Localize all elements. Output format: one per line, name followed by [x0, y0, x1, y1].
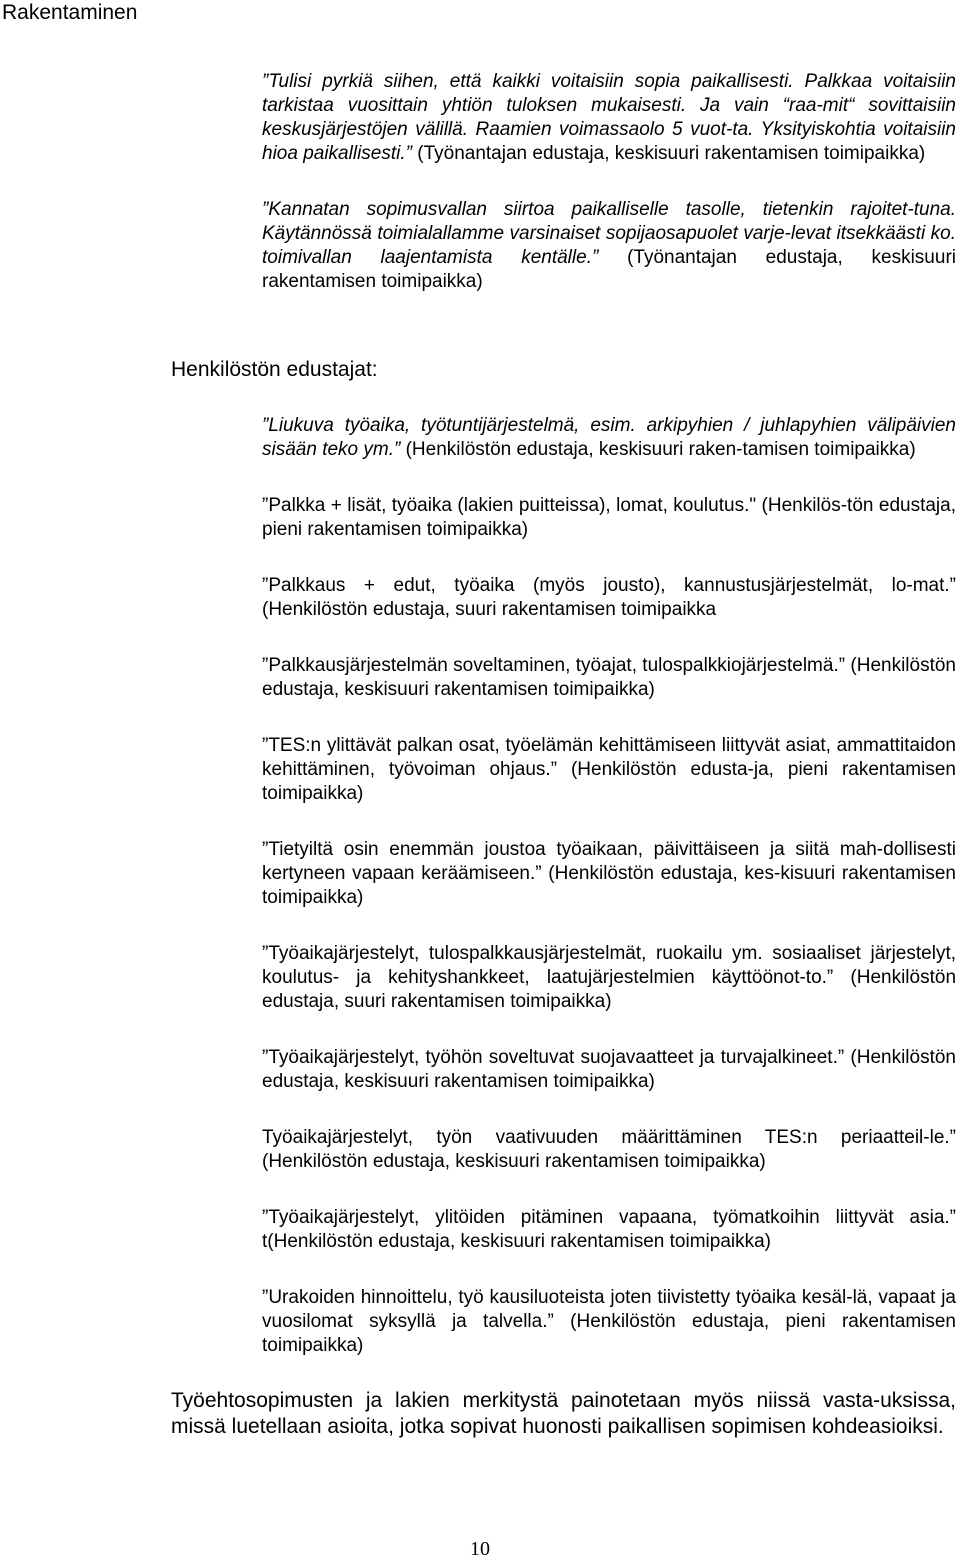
staff-section-heading — [171, 357, 378, 383]
header-title: Rakentaminen — [2, 1, 138, 24]
quote-text: ”Kannatan sopimusvallan siirtoa paikalliselle tasolle, tietenkin rajoitet-tuna. Käytännössä toimialallamme varsinaiset sopijaosapuolet varje-levat itsekkäästi ko. toimivallan laajentamista kentälle.” — [262, 199, 956, 268]
quote-source: t(Henkilöstön edustaja, keskisuuri rakentamisen toimipaikka) — [262, 1231, 772, 1252]
quote-source: (Henkilöstön edustaja, keskisuuri rakentamisen toimipaikka) — [262, 1047, 956, 1092]
quote-source: (Henkilöstön edustaja, kes-kisuuri rakentamisen toimipaikka) — [262, 863, 956, 908]
quote-source: (Henkilöstön edustaja, pieni rakentamisen toimipaikka) — [262, 1311, 957, 1356]
quote-source: (Henkilöstön edustaja, keskisuuri raken-tamisen toimipaikka) — [405, 439, 916, 460]
quote-source: (Henkilöstön edustaja, keskisuuri rakentamisen toimipaikka) — [262, 1151, 766, 1172]
staff-quote-9 — [262, 1126, 956, 1174]
staff-quote-10 — [262, 1206, 956, 1254]
page-number-text: 10 — [470, 1538, 490, 1560]
staff-quote-4 — [262, 654, 956, 702]
summary-paragraph — [171, 1388, 956, 1440]
employer-quote-1 — [262, 70, 956, 166]
quote-text: ”Työaikajärjestelyt, tulospalkkausjärjestelmät, ruokailu ym. sosiaaliset järjestelyt, koulutus- ja kehityshankkeet, laatujärjestelmien käyttöönot-to.” — [262, 943, 956, 988]
staff-quote-1 — [262, 414, 956, 462]
quote-text: ”Palkka + lisät, työaika (lakien puitteissa), lomat, koulutus." — [262, 495, 757, 516]
quote-source: (Henkilöstön edusta-ja, pieni rakentamisen toimipaikka) — [262, 759, 956, 804]
quote-text: ”Työaikajärjestelyt, työhön soveltuvat suojavaatteet ja turvajalkineet.” — [262, 1047, 845, 1068]
summary-text: Työehtosopimusten ja lakien merkitystä painotetaan myös niissä vasta-uksissa, missä luetellaan asioita, jotka sopivat huonosti paikallisen sopimisen kohdeasioiksi. — [171, 1389, 956, 1438]
staff-quote-3 — [262, 574, 956, 622]
employer-quote-2 — [262, 198, 956, 294]
staff-quotes — [262, 414, 956, 1358]
staff-quote-6 — [262, 838, 956, 910]
quote-source: (Henkilöstön edustaja, suuri rakentamisen toimipaikka — [262, 599, 717, 620]
staff-heading-text: Henkilöstön edustajat: — [171, 358, 378, 381]
quote-text: ”Urakoiden hinnoittelu, työ kausiluoteista joten tiivistetty työaika kesäl-lä, vapaat ja vuosilomat syksyllä ja talvella.” — [262, 1287, 956, 1332]
staff-quote-8 — [262, 1046, 956, 1094]
quote-text: ”Työaikajärjestelyt, ylitöiden pitäminen vapaana, työmatkoihin liittyvät asia.” — [262, 1207, 956, 1228]
staff-quote-11 — [262, 1286, 956, 1358]
quote-source: (Työnantajan edustaja, keskisuuri rakentamisen toimipaikka) — [417, 143, 926, 164]
page-number — [0, 1537, 960, 1561]
quote-text: ”TES:n ylittävät palkan osat, työelämän kehittämiseen liittyvät asiat, ammattitaidon kehittäminen, työvoiman ohjaus.” — [262, 735, 956, 780]
quote-text: Työaikajärjestelyt, työn vaativuuden määrittäminen TES:n periaatteil-le.” — [262, 1127, 956, 1148]
staff-quote-2 — [262, 494, 956, 542]
quote-source: (Henkilös-tön edustaja, pieni rakentamisen toimipaikka) — [262, 495, 957, 540]
staff-quote-7 — [262, 942, 956, 1014]
running-header — [2, 0, 137, 26]
quote-text: ”Tietyiltä osin enemmän joustoa työaikaan, päivittäiseen ja siitä mah-dollisesti kertyneen vapaan keräämiseen.” — [262, 839, 956, 884]
quote-text: ”Liukuva työaika, työtuntijärjestelmä, esim. arkipyhien / juhlapyhien välipäivien sisään teko ym.” — [262, 415, 956, 460]
quote-source: (Työnantajan edustaja, keskisuuri rakentamisen toimipaikka) — [262, 247, 956, 292]
employer-quotes — [262, 70, 956, 294]
staff-quote-5 — [262, 734, 956, 806]
quote-text: ”Palkkaus + edut, työaika (myös jousto), kannustusjärjestelmät, lo-mat.” — [262, 575, 956, 596]
quote-source: (Henkilöstön edustaja, keskisuuri rakentamisen toimipaikka) — [262, 655, 956, 700]
quote-text: ”Palkkausjärjestelmän soveltaminen, työajat, tulospalkkiojärjestelmä.” — [262, 655, 846, 676]
quote-source: (Henkilöstön edustaja, suuri rakentamisen toimipaikka) — [262, 967, 957, 1012]
quote-text: ”Tulisi pyrkiä siihen, että kaikki voitaisiin sopia paikallisesti. Palkkaa voitaisiin tarkistaa vuosittain yhtiön tuloksen mukaisesti. Ja vain “raa-mit“ sovittaisiin keskusjärjestöjen välillä. Raamien voimassaolo 5 vuot-ta. Yksityiskohtia voitaisiin hioa paikallisesti.” — [262, 71, 956, 164]
